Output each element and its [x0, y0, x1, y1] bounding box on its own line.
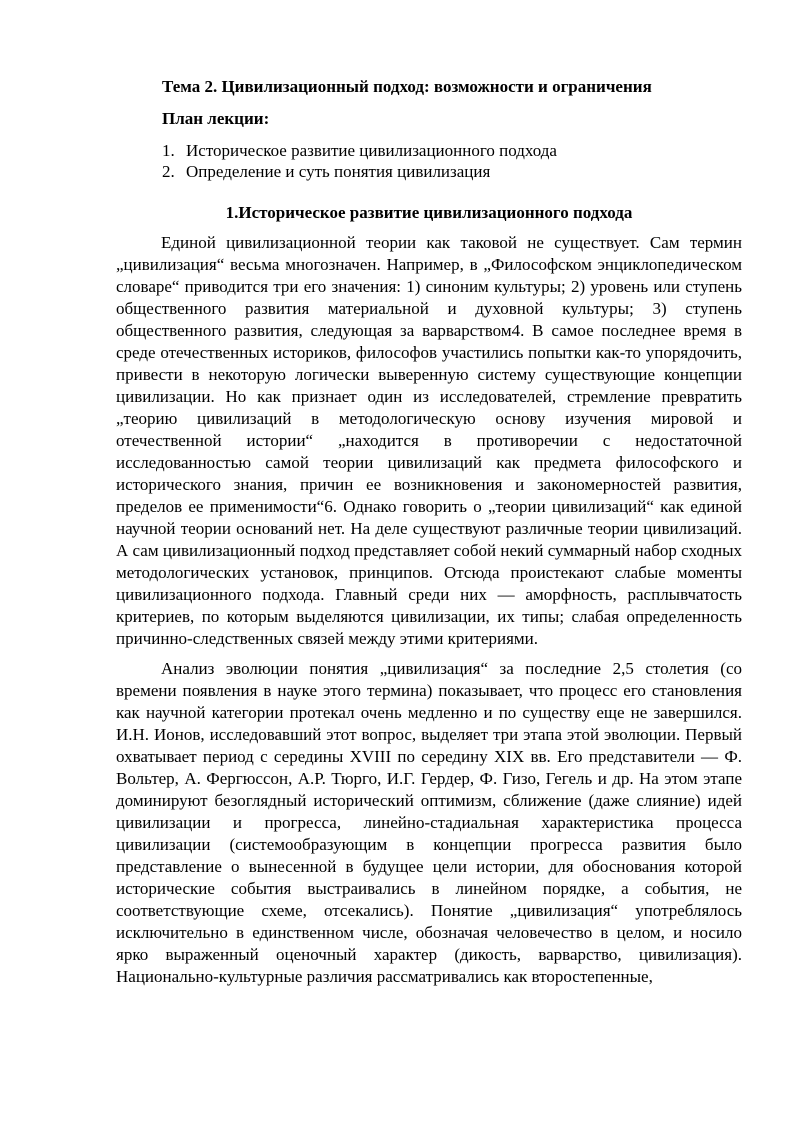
body-paragraph: Анализ эволюции понятия „цивилизация“ за последние 2,5 столетия (со времени появления в науке этого термина) показывает, что процесс его становления как научной категории протекал очень медленно и по существу еще не завершился. И.Н. Ионов, исследовавший этот вопрос, выделяет три этапа этой эволюции. Первый охватывает период с середины XVIII по середину XIX вв. Его представители — Ф. Вольтер, А. Фергюссон, А.Р. Тюрго, И.Г. Гердер, Ф. Гизо, Гегель и др. На этом этапе доминируют безоглядный исторический оптимизм, сближение (даже слияние) идей цивилизации и прогресса, линейно-стадиальная характеристика процесса цивилизации (системообразующим в концепции прогресса развития было представление о вынесенной в будущее цели истории, для обоснования которой исторические события выстраивались в линейном порядке, а события, не соответствующие схеме, отсекались). Понятие „цивилизация“ употреблялось исключительно в единственном числе, обозначая человечество в целом, и носило ярко выраженный оценочный характер (дикость, варварство, цивилизация). Национально-культурные различия рассматривались как второстепенные, [116, 659, 742, 986]
plan-item-text: Определение и суть понятия цивилизация [186, 162, 491, 181]
plan-item [162, 161, 742, 182]
topic-title: Тема 2. Цивилизационный подход: возможности и ограничения [162, 77, 652, 96]
section-title: 1.Историческое развитие цивилизационного подхода [225, 203, 633, 222]
plan-item-number: 1. [162, 141, 175, 160]
plan-item [162, 140, 742, 161]
body-paragraph: Единой цивилизационной теории как таковой не существует. Сам термин „цивилизация“ весьма многозначен. Например, в „Философском энциклопедическом словаре“ приводится три его значения: 1) синоним культуры; 2) уровень или ступень общественного развития материальной и духовной культуры; 3) ступень общественного развития, следующая за варварством4. В самое последнее время в среде отечественных историков, философов участились попытки как-то упорядочить, привести в некоторую логически выверенную систему существующие концепции цивилизации. Но как признает один из исследователей, стремление превратить „теорию цивилизаций в методологическую основу изучения мировой и отечественной истории“ „находится в противоречии с недостаточной исследованностью самой теории цивилизаций как предмета философского и исторического знания, причин ее возникновения и закономерностей развития, пределов ее применимости“6. Однако говорить о „теории цивилизаций“ как единой научной теории оснований нет. На деле существуют различные теории цивилизаций. А сам цивилизационный подход представляет собой некий суммарный набор сходных методологических установок, принципов. Отсюда проистекают слабые моменты цивилизационного подхода. Главный среди них — аморфность, расплывчатость критериев, по которым выделяются цивилизации, их типы; слабая определенность причинно-следственных связей между этими критериями. [116, 233, 742, 648]
plan-item-text: Историческое развитие цивилизационного подхода [186, 141, 557, 160]
document-content [116, 76, 742, 988]
plan-item-number: 2. [162, 162, 175, 181]
lecture-plan-list [162, 140, 742, 182]
lecture-plan-title: План лекции: [162, 109, 270, 128]
